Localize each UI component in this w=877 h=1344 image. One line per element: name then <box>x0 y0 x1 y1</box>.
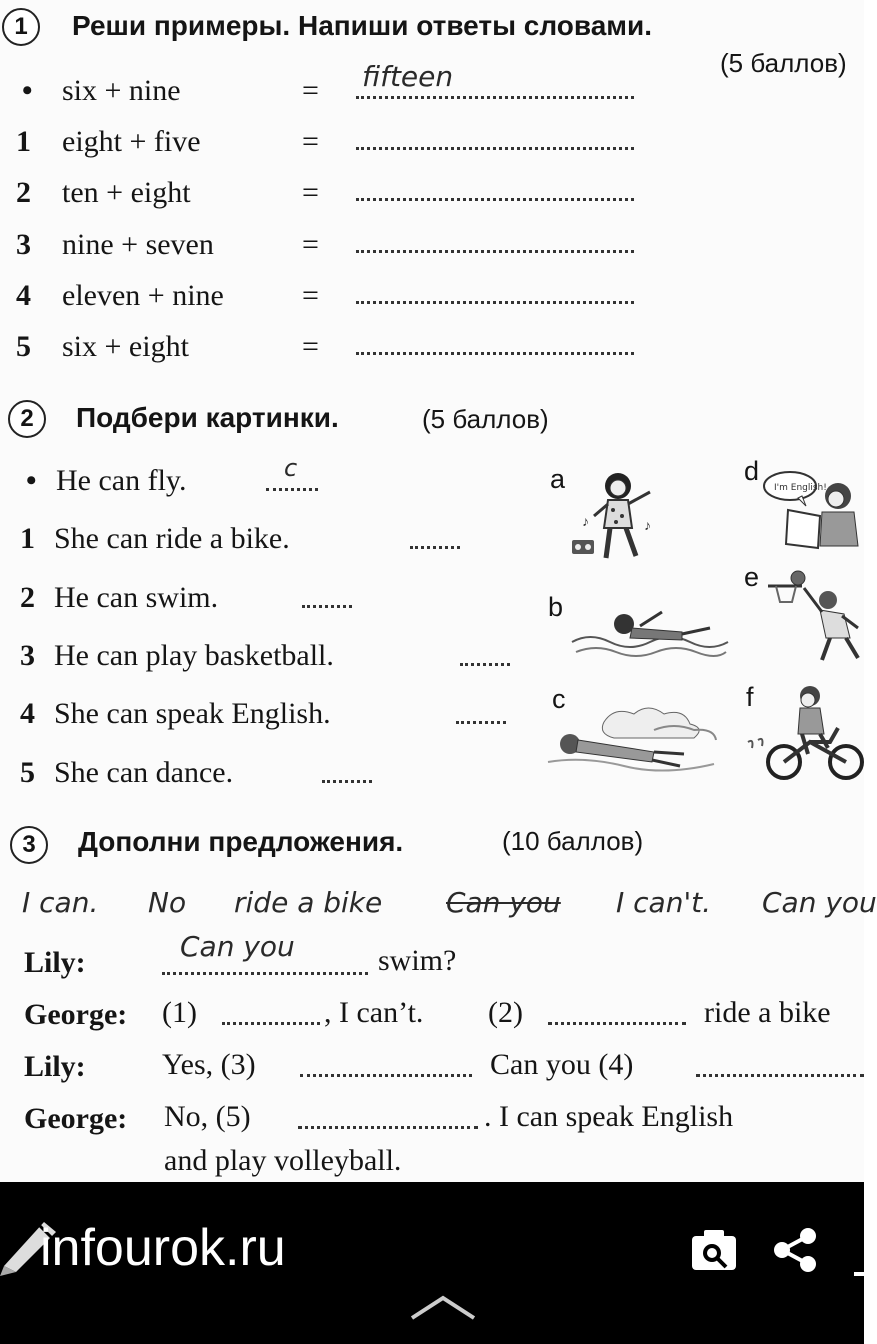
answer-line[interactable] <box>548 1022 686 1025</box>
task1-number-badge: 1 <box>2 8 40 46</box>
swimming-boy-illustration[interactable] <box>570 602 730 666</box>
sentence: She can ride a bike. <box>54 522 290 555</box>
row-label: 5 <box>16 330 31 363</box>
svg-text:♪: ♪ <box>644 519 651 534</box>
row-expression: ten + eight <box>62 176 191 209</box>
row-label: 3 <box>20 639 35 672</box>
dialog-text: . I can speak English <box>484 1100 734 1133</box>
speaker-name: George: <box>24 998 128 1031</box>
task2-points: (5 баллов) <box>422 404 549 434</box>
answer-line[interactable] <box>696 1074 864 1077</box>
word-bank-item-crossed: Can you <box>446 886 561 919</box>
row-expression: nine + seven <box>62 228 214 261</box>
equals-sign: = <box>302 125 319 158</box>
dialog-text: ride a bike <box>704 996 831 1029</box>
sentence: He can play basketball. <box>54 639 334 672</box>
sentence: He can fly. <box>56 464 187 497</box>
blank-number: Can you (4) <box>490 1048 634 1081</box>
dialog-text: swim? <box>378 944 457 977</box>
row-label: 4 <box>16 279 31 312</box>
row-label: 4 <box>20 697 35 730</box>
dancing-girl-illustration[interactable] <box>566 466 666 566</box>
download-icon[interactable] <box>850 1252 864 1282</box>
answer-line[interactable] <box>356 250 634 253</box>
answer-line[interactable] <box>266 488 318 491</box>
answer-line[interactable] <box>298 1126 478 1129</box>
row-label: 1 <box>16 125 31 158</box>
picture-letter-b: b <box>548 592 564 622</box>
answer-line[interactable] <box>356 352 634 355</box>
sentence: She can dance. <box>54 756 234 789</box>
row-expression: six + nine <box>62 74 181 107</box>
handwritten-answer: c <box>284 454 298 482</box>
image-search-icon[interactable] <box>690 1228 738 1272</box>
word-bank-item: I can't. <box>616 886 712 919</box>
answer-line[interactable] <box>460 663 510 666</box>
equals-sign: = <box>302 330 319 363</box>
row-label: 3 <box>16 228 31 261</box>
sentence: She can speak English. <box>54 697 331 730</box>
row-expression: eight + five <box>62 125 201 158</box>
word-bank-item: I can. <box>22 886 99 919</box>
bottom-toolbar <box>0 1182 864 1344</box>
answer-line[interactable] <box>302 605 352 608</box>
equals-sign: = <box>302 279 319 312</box>
site-watermark: infourok.ru <box>40 1219 286 1277</box>
answer-line[interactable] <box>410 546 460 549</box>
task3-number-badge: 3 <box>10 826 48 864</box>
speech-bubble-text: I'm English! <box>774 483 827 493</box>
task3-title: Дополни предложения. <box>78 826 404 857</box>
task1-points: (5 баллов) <box>720 48 847 78</box>
dialog-text: , I can’t. <box>324 996 424 1029</box>
boy-basketball-illustration[interactable] <box>762 566 864 666</box>
picture-letter-c: c <box>552 684 566 714</box>
blank-number: (2) <box>488 996 523 1029</box>
word-bank-item: ride a bike <box>234 886 383 919</box>
equals-sign: = <box>302 228 319 261</box>
row-label: • <box>22 74 33 107</box>
answer-line[interactable] <box>322 780 372 783</box>
answer-line[interactable] <box>300 1074 472 1077</box>
picture-letter-e: e <box>744 562 760 592</box>
speaker-name: George: <box>24 1102 128 1135</box>
answer-line[interactable] <box>162 972 368 975</box>
speaker-name: Lily: <box>24 946 86 979</box>
row-label: 2 <box>20 581 35 614</box>
handwritten-answer: Can you <box>180 930 295 963</box>
picture-letter-f: f <box>746 682 754 712</box>
row-label: • <box>26 464 37 497</box>
equals-sign: = <box>302 176 319 209</box>
answer-line[interactable] <box>356 301 634 304</box>
answer-line[interactable] <box>356 96 634 99</box>
speaker-name: Lily: <box>24 1050 86 1083</box>
blank-number: (1) <box>162 996 197 1029</box>
svg-text:♪: ♪ <box>582 515 589 530</box>
answer-line[interactable] <box>356 198 634 201</box>
picture-letter-a: a <box>550 464 566 494</box>
row-expression: eleven + nine <box>62 279 224 312</box>
task3-points: (10 баллов) <box>502 826 644 856</box>
task2-number-badge: 2 <box>8 400 46 438</box>
blank-number: Yes, (3) <box>162 1048 256 1081</box>
handwritten-answer: fifteen <box>362 60 454 93</box>
answer-line[interactable] <box>456 721 506 724</box>
blank-number: No, (5) <box>164 1100 251 1133</box>
sentence: He can swim. <box>54 581 219 614</box>
task1-title: Реши примеры. Напиши ответы словами. <box>72 10 653 41</box>
girl-riding-bike-illustration[interactable] <box>744 682 864 782</box>
word-bank-item: No <box>148 886 187 919</box>
row-label: 1 <box>20 522 35 555</box>
chevron-up-icon[interactable] <box>408 1292 478 1322</box>
answer-line[interactable] <box>356 147 634 150</box>
word-bank-item: Can you <box>762 886 877 919</box>
share-icon[interactable] <box>772 1226 820 1274</box>
answer-line[interactable] <box>222 1022 320 1025</box>
row-label: 5 <box>20 756 35 789</box>
equals-sign: = <box>302 74 319 107</box>
picture-letter-d: d <box>744 456 760 486</box>
dialog-text: and play volleyball. <box>164 1144 402 1177</box>
girl-speaking-english-illustration[interactable] <box>762 466 864 552</box>
task2-title: Подбери картинки. <box>76 402 339 433</box>
row-label: 2 <box>16 176 31 209</box>
flying-boy-illustration[interactable] <box>544 700 724 780</box>
row-expression: six + eight <box>62 330 189 363</box>
